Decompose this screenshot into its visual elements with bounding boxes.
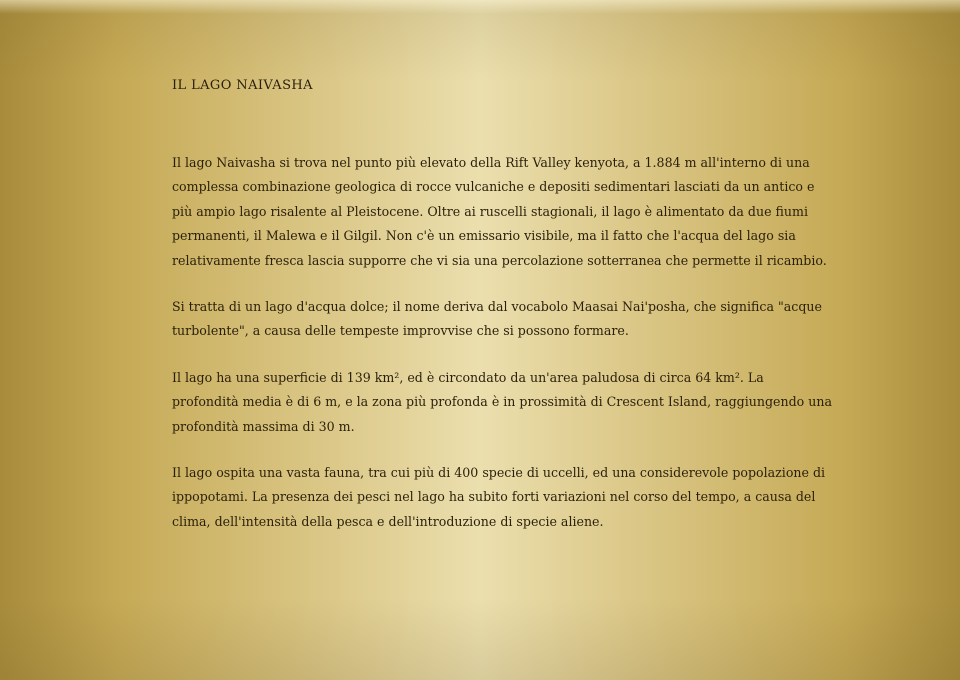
document-title: IL LAGO NAIVASHA	[172, 78, 313, 93]
paragraph-dimensions: Il lago ha una superficie di 139 km², ed è circondato da un'area paludosa di circa 64 km². La profondità media è di 6 m, e la zona più profonda è in prossimità di Crescent Island, raggiungendo una profondità massima di 30 m.	[172, 369, 832, 434]
document-page	[172, 78, 834, 556]
paragraph-geography: Il lago Naivasha si trova nel punto più elevato della Rift Valley kenyota, a 1.884 m all'interno di una complessa combinazione geologica di rocce vulcaniche e depositi sedimentari lasciati da un antico e più ampio lago risalente al Pleistocene. Oltre ai ruscelli stagionali, il lago è alimentato da due fiumi permanenti, il Malewa e il Gilgil. Non c'è un emissario visibile, ma il fatto che l'acqua del lago sia relativamente fresca lascia supporre che vi sia una percolazione sotterranea che permette il ricambio.	[172, 155, 827, 268]
top-highlight-band	[0, 0, 960, 14]
paragraph-name-origin: Si tratta di un lago d'acqua dolce; il nome deriva dal vocabolo Maasai Nai'posha, che significa "acque turbolente", a causa delle tempeste improvvise che si possono formare.	[172, 299, 822, 339]
paragraph-fauna: Il lago ospita una vasta fauna, tra cui più di 400 specie di uccelli, ed una considerevole popolazione di ippopotami. La presenza dei pesci nel lago ha subito forti variazioni nel corso del tempo, a causa del clima, dell'intensità della pesca e dell'introduzione di specie aliene.	[172, 465, 826, 529]
